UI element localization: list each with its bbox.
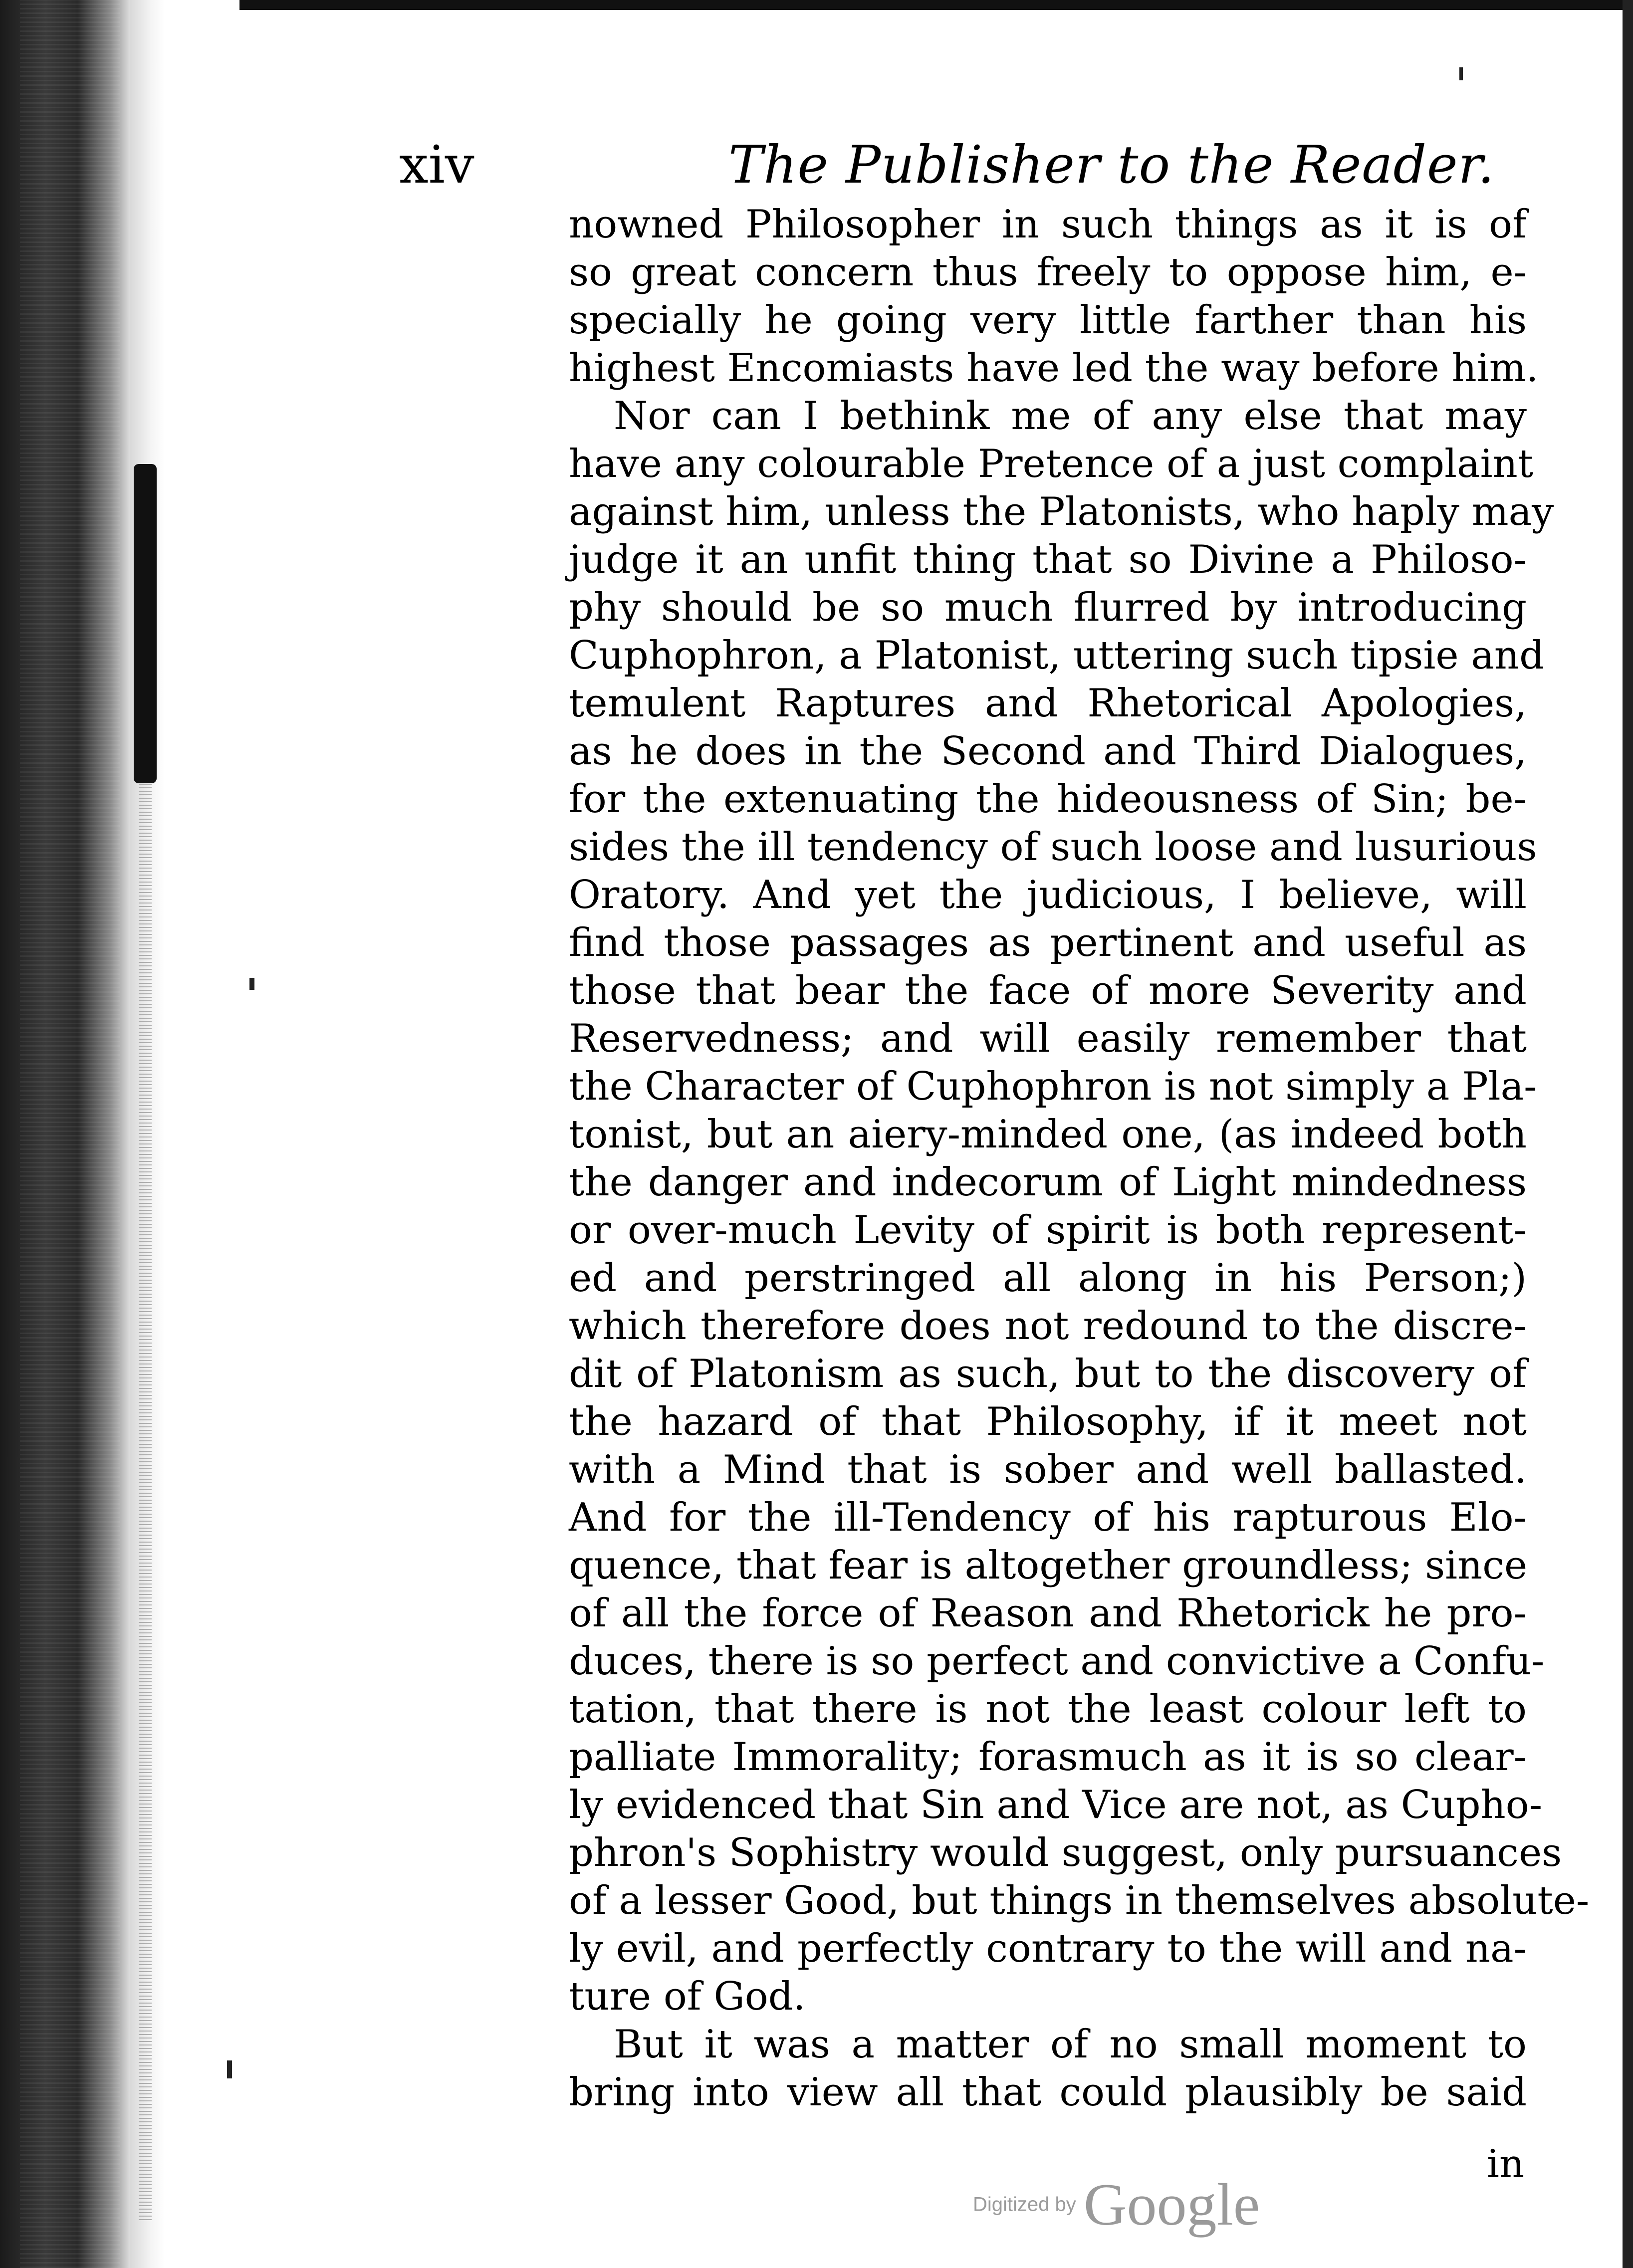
digitized-watermark bbox=[973, 2170, 1260, 2240]
scan-speck bbox=[1459, 67, 1463, 80]
text-line: with a Mind that is sober and well ballasted. bbox=[569, 1447, 1527, 1492]
text-line: judge it an unfit thing that so Divine a Philoso- bbox=[569, 537, 1527, 582]
text-line: against him, unless the Platonists, who haply may bbox=[569, 489, 1554, 534]
text-line: the danger and indecorum of Light mindedness bbox=[569, 1160, 1527, 1205]
text-line: bring into view all that could plausibly be said bbox=[569, 2070, 1527, 2115]
text-line: Reservedness; and will easily remember that bbox=[569, 1016, 1527, 1061]
text-line: the Character of Cuphophron is not simply a Pla- bbox=[569, 1064, 1537, 1109]
text-line: Nor can I bethink me of any else that may bbox=[614, 394, 1527, 439]
watermark-logo: Google bbox=[1083, 2171, 1260, 2238]
body-text bbox=[569, 201, 1590, 2126]
text-line: of all the force of Reason and Rhetorick he pro- bbox=[569, 1591, 1527, 1636]
text-line: specially he going very little farther than his bbox=[569, 298, 1527, 343]
text-line: so great concern thus freely to oppose him, e- bbox=[569, 250, 1527, 295]
scan-speck bbox=[227, 2060, 232, 2078]
text-line: tation, that there is not the least colour left to bbox=[569, 1687, 1527, 1732]
text-line: of a lesser Good, but things in themselves absolute- bbox=[569, 1878, 1590, 1923]
text-line: And for the ill-Tendency of his rapturous Elo- bbox=[569, 1495, 1527, 1540]
text-line: dit of Platonism as such, but to the discovery of bbox=[569, 1352, 1527, 1396]
text-line: have any colourable Pretence of a just complaint bbox=[569, 442, 1534, 486]
right-edge-shadow bbox=[1623, 0, 1633, 2268]
text-line: which therefore does not redound to the discre- bbox=[569, 1304, 1527, 1349]
text-line: tonist, but an aiery-minded one, (as indeed both bbox=[569, 1112, 1527, 1157]
text-line: for the extenuating the hideousness of Sin; be- bbox=[569, 777, 1527, 822]
text-line: phron's Sophistry would suggest, only pursuances bbox=[569, 1830, 1562, 1875]
text-line: ture of God. bbox=[569, 1974, 806, 2019]
catchword: in bbox=[1487, 2142, 1525, 2187]
text-line: Cuphophron, a Platonist, uttering such tipsie and bbox=[569, 633, 1545, 678]
scanner-speckle bbox=[20, 0, 120, 2268]
text-line: as he does in the Second and Third Dialogues, bbox=[569, 729, 1527, 774]
top-edge-shadow bbox=[239, 0, 1633, 10]
text-line: those that bear the face of more Severity and bbox=[569, 968, 1527, 1013]
text-line: Oratory. And yet the judicious, I believe, will bbox=[569, 873, 1527, 917]
page-header bbox=[399, 125, 1507, 205]
text-line: quence, that fear is altogether groundless; since bbox=[569, 1543, 1528, 1588]
binding-shadow bbox=[134, 464, 157, 783]
text-line: the hazard of that Philosophy, if it meet not bbox=[569, 1399, 1527, 1444]
page-number: xiv bbox=[399, 134, 474, 195]
text-line: nowned Philosopher in such things as it is of bbox=[569, 202, 1527, 247]
text-line: sides the ill tendency of such loose and lusurious bbox=[569, 825, 1537, 870]
running-title: The Publisher to the Reader. bbox=[728, 134, 1495, 195]
text-line: But it was a matter of no small moment to bbox=[614, 2022, 1527, 2067]
text-line: palliate Immorality; forasmuch as it is so clear- bbox=[569, 1735, 1527, 1780]
text-line: or over-much Levity of spirit is both represent- bbox=[569, 1208, 1527, 1253]
text-line: temulent Raptures and Rhetorical Apologies, bbox=[569, 681, 1527, 726]
text-line: ed and perstringed all along in his Person;) bbox=[569, 1256, 1527, 1301]
text-line: find those passages as pertinent and useful as bbox=[569, 920, 1527, 965]
scanner-margin bbox=[0, 0, 130, 2268]
text-line: duces, there is so perfect and convictive a Confu- bbox=[569, 1639, 1545, 1684]
text-line: ly evidenced that Sin and Vice are not, as Cupho- bbox=[569, 1783, 1543, 1827]
scan-speck bbox=[249, 978, 254, 990]
text-line: ly evil, and perfectly contrary to the will and na- bbox=[569, 1926, 1527, 1971]
text-line: phy should be so much flurred by introducing bbox=[569, 585, 1527, 630]
text-line: highest Encomiasts have led the way before him. bbox=[569, 346, 1539, 391]
watermark-prefix: Digitized by bbox=[973, 2193, 1076, 2216]
